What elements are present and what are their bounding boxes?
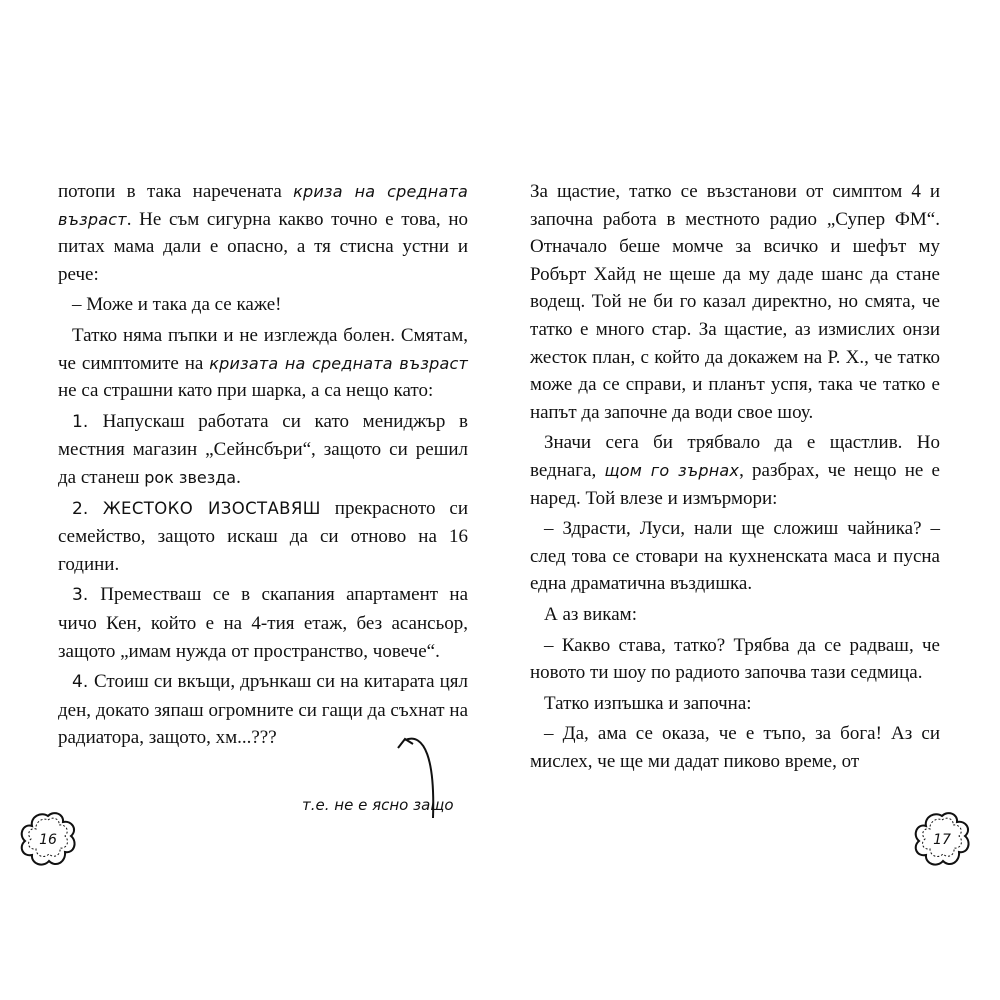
body-text: Татко няма пъпки и не изглежда болен. Смятам, че симптомите на bbox=[58, 324, 468, 374]
body-text: . Не съм сигурна какво точно е това, но питах мама дали е опасно, а тя стисна устни и рече: bbox=[58, 208, 468, 285]
paragraph bbox=[58, 291, 468, 319]
body-text: Преместваш се в скапания апартамент на чичо Кен, който е на 4-тия етаж, без асансьор, защото „имам нужда от пространство, човече“. bbox=[58, 584, 468, 662]
num-text: 2. bbox=[72, 498, 103, 519]
body-text: – Какво става, татко? Трябва да се радваш, че новото ти шоу по радиото започва тази седмица. bbox=[530, 634, 940, 684]
body-text: – Да, ама се оказа, че е тъпо, за бога! Аз си мислех, че ще ми дадат пиково време, от bbox=[530, 723, 940, 772]
handwritten-note: т.е. не е ясно защо bbox=[302, 796, 454, 814]
page-number-badge-right bbox=[912, 810, 972, 870]
paragraph bbox=[530, 601, 940, 629]
body-text: Напускаш работата си като мениджър в местния магазин „Сейнсбъри“, защото си решил да станеш bbox=[58, 410, 469, 488]
num-text: 4. bbox=[72, 672, 94, 693]
page-number: 16 bbox=[39, 832, 57, 848]
paragraph bbox=[58, 178, 468, 288]
body-text: За щастие, татко се възстанови от симптом 4 и започна работа в местното радио „Супер ФМ“. Отначало беше момче за всичко и шефът му Робърт Хайд не щеше да му даде шанс да стане водещ. Той не би го казал директно, но смята, че татко е много стар. За щастие, аз измислих онзи жесток план, с който да докажем на Р. Х., че татко може да се справи, и планът успя, така че татко е напът да започне да води свое шоу. bbox=[530, 181, 940, 423]
num-text: 1. bbox=[72, 411, 103, 432]
rock-text: рок звезда bbox=[144, 467, 237, 487]
body-text: не са страшни като при шарка, а са нещо като: bbox=[58, 380, 434, 402]
body-text: Татко изпъшка и започна: bbox=[544, 692, 752, 714]
paragraph bbox=[530, 632, 940, 687]
paragraph bbox=[530, 720, 940, 775]
left-page-text bbox=[58, 178, 468, 755]
caps-text: ЖЕСТОКО ИЗОСТАВЯШ bbox=[102, 498, 321, 518]
body-text: прекрасното си семейство, защото искаш да си отново на 16 години. bbox=[58, 497, 468, 575]
paragraph bbox=[530, 429, 940, 512]
body-text: потопи в така наречената bbox=[58, 181, 294, 202]
hand-text: кризата на средната възраст bbox=[209, 353, 468, 373]
body-text: – Здрасти, Луси, нали ще сложиш чайника? – след това се стовари на кухненската маса и пусна една драматична въздишка. bbox=[530, 518, 940, 595]
body-text: – Може и така да се каже! bbox=[72, 294, 282, 316]
body-text: . bbox=[236, 466, 241, 488]
body-text: Стоиш си вкъщи, дрънкаш си на китарата цял ден, докато зяпаш огромните си гащи да съхнат на радиатора, защото, хм...??? bbox=[58, 671, 469, 749]
paragraph bbox=[530, 515, 940, 598]
body-text: А аз викам: bbox=[544, 603, 637, 625]
paragraph bbox=[530, 178, 940, 426]
page-number-badge-left bbox=[18, 810, 78, 870]
num-text: 3. bbox=[72, 585, 101, 606]
hand-text: криза на средната възраст bbox=[58, 182, 468, 229]
paragraph bbox=[530, 690, 940, 718]
paragraph bbox=[58, 495, 468, 579]
right-page-text bbox=[530, 178, 940, 778]
paragraph bbox=[58, 408, 468, 492]
paragraph bbox=[58, 581, 468, 665]
page-number: 17 bbox=[933, 832, 951, 848]
paragraph bbox=[58, 322, 468, 405]
body-text: Значи сега би трябвало да е щастлив. Но веднага, bbox=[530, 432, 940, 481]
body-text: , разбрах, че нещо не е наред. Той влезе и измърмори: bbox=[530, 459, 940, 509]
hand-text: щом го зърнах bbox=[604, 460, 740, 480]
